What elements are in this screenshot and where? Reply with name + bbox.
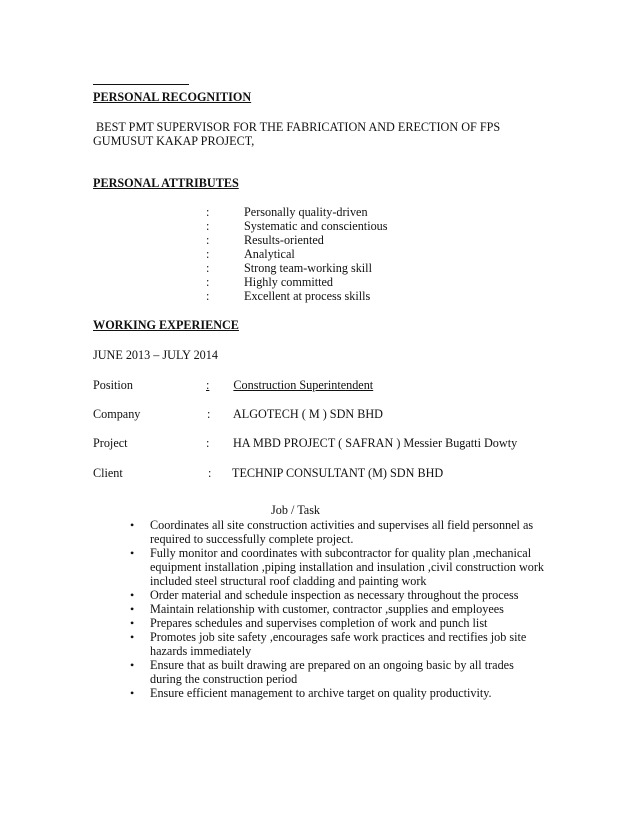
attribute-item: Highly committed: [244, 275, 334, 289]
attribute-item: Personally quality-driven: [244, 205, 368, 219]
company-colon: :: [207, 407, 211, 421]
task-list: [126, 518, 546, 700]
bullet-icon: •: [130, 602, 135, 616]
bullet-icon: •: [130, 686, 135, 700]
experience-heading: WORKING EXPERIENCE: [93, 318, 239, 332]
position-value-line: [206, 378, 378, 392]
attribute-item: Analytical: [244, 247, 295, 261]
attribute-item: Excellent at process skills: [244, 289, 371, 303]
experience-period: JUNE 2013 – JULY 2014: [93, 348, 218, 362]
task-text: Fully monitor and coordinates with subcontractor for quality plan ,mechanical equipment installation ,piping installation and insulation ,civil construction work included steel structural roof cladding and painting work: [150, 546, 545, 588]
position-value: Construction Superintendent: [233, 378, 374, 392]
task-item: [126, 630, 546, 658]
recognition-line-2: GUMUSUT KAKAP PROJECT,: [93, 134, 255, 148]
top-divider: [93, 84, 189, 85]
task-heading: Job / Task: [271, 503, 321, 517]
attribute-item: Systematic and conscientious: [244, 219, 388, 233]
bullet-icon: •: [130, 588, 135, 602]
task-item: [126, 658, 546, 686]
task-text: Ensure that as built drawing are prepared on an ongoing basic by all trades during the construction period: [150, 658, 514, 686]
attribute-colon: :: [206, 261, 210, 275]
project-label: Project: [93, 436, 128, 450]
task-item: [126, 588, 546, 602]
task-text: Coordinates all site construction activities and supervises all field personnel as required to successfully complete project.: [150, 518, 534, 546]
task-text: Order material and schedule inspection as necessary throughout the process: [150, 588, 519, 602]
attribute-colon: :: [206, 219, 210, 233]
task-text: Maintain relationship with customer, contractor ,supplies and employees: [150, 602, 504, 616]
task-item: [126, 686, 546, 700]
project-colon: :: [206, 436, 210, 450]
bullet-icon: •: [130, 658, 135, 672]
bullet-icon: •: [130, 518, 135, 532]
bullet-icon: •: [130, 616, 135, 630]
attribute-item: Results-oriented: [244, 233, 324, 247]
attribute-colon: :: [206, 247, 210, 261]
recognition-heading: PERSONAL RECOGNITION: [93, 90, 252, 104]
attribute-colon: :: [206, 205, 210, 219]
company-value: ALGOTECH ( M ) SDN BHD: [233, 407, 383, 421]
company-label: Company: [93, 407, 141, 421]
bullet-icon: •: [130, 630, 135, 644]
task-text: Promotes job site safety ,encourages safe work practices and rectifies job site hazards immediately: [150, 630, 527, 658]
task-text: Prepares schedules and supervises completion of work and punch list: [150, 616, 488, 630]
attribute-colon: :: [206, 233, 210, 247]
attribute-colon: :: [206, 289, 210, 303]
client-label: Client: [93, 466, 123, 480]
attribute-item: Strong team-working skill: [244, 261, 372, 275]
bullet-icon: •: [130, 546, 135, 560]
task-item: [126, 546, 546, 588]
task-text: Ensure efficient management to archive target on quality productivity.: [150, 686, 492, 700]
project-value: HA MBD PROJECT ( SAFRAN ) Messier Bugatti Dowty: [233, 436, 518, 450]
task-item: [126, 616, 546, 630]
client-value: TECHNIP CONSULTANT (M) SDN BHD: [232, 466, 444, 480]
task-item: [126, 602, 546, 616]
task-item: [126, 518, 546, 546]
attributes-heading: PERSONAL ATTRIBUTES: [93, 176, 239, 190]
client-colon: :: [208, 466, 212, 480]
position-colon: :: [206, 378, 210, 392]
attribute-colon: :: [206, 275, 210, 289]
position-label: Position: [93, 378, 133, 392]
recognition-line-1: BEST PMT SUPERVISOR FOR THE FABRICATION AND ERECTION OF FPS: [93, 120, 501, 134]
